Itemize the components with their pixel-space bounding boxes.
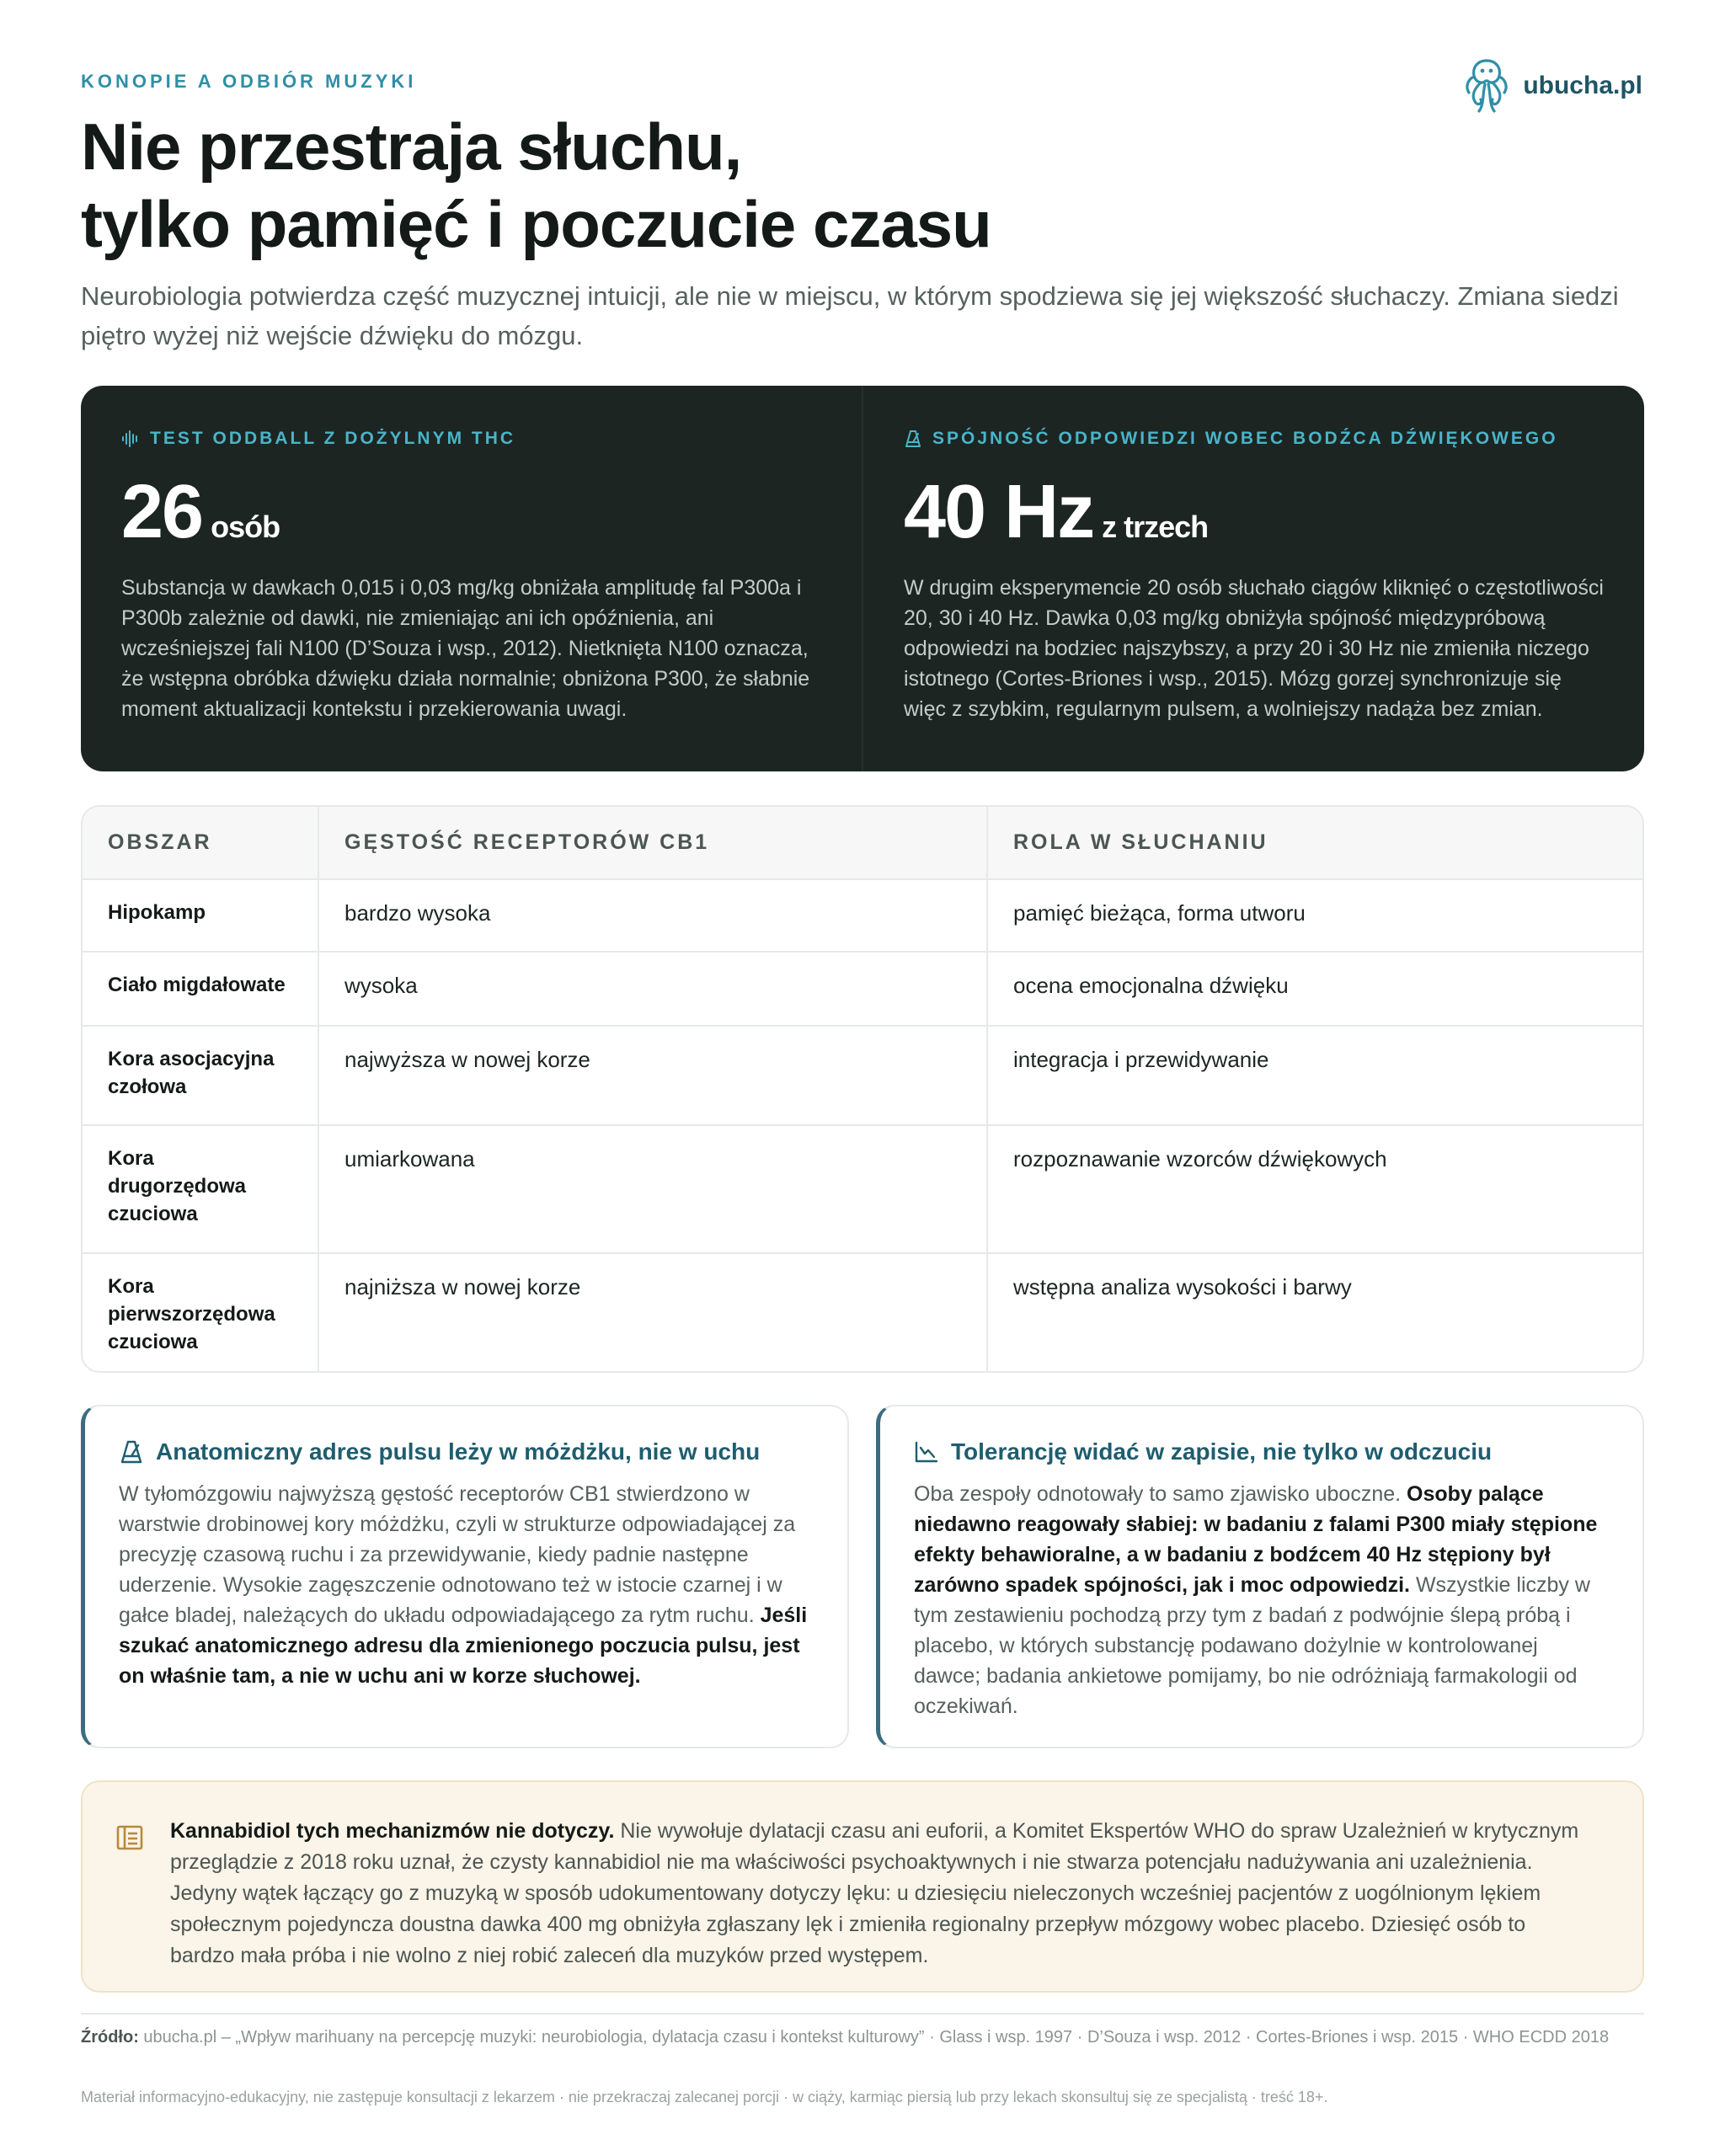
card-bold-text: Jeśli szukać anatomicznego adresu dla zmienionego poczucia pulsu, jest on właśnie tam, a nie w uchu ani w korze słuchowej.	[119, 1604, 808, 1688]
table-row	[83, 879, 1642, 952]
stat-description: Substancja w dawkach 0,015 i 0,03 mg/kg obniżała amplitudę fal P300a i P300b zależnie od dawki, nie zmieniając ani ich opóźnienia, ani wcześniejszej fali N100 (D’Souza i wsp., 2012). Nietknięta N100 oznacza, że wstępna obróbka dźwięku działa normalnie; obniżona P300, że słabnie moment aktualizacji kontekstu i przekierowania uwagi.	[121, 576, 810, 721]
cell-role: pamięć bieżąca, forma utworu	[987, 879, 1642, 952]
card-title-text: Anatomiczny adres pulsu leży w móżdżku, nie w uchu	[156, 1438, 761, 1465]
stat-unit: z trzech	[1102, 510, 1209, 544]
cell-density: bardzo wysoka	[318, 879, 987, 952]
stat-label-text: SPÓJNOŚĆ ODPOWIEDZI WOBEC BODŹCA DŹWIĘKOWEGO	[932, 429, 1558, 448]
table-header-row	[83, 807, 1642, 879]
card-title	[914, 1435, 1605, 1469]
cell-area: Hipokamp	[83, 879, 318, 952]
cell-density: najwyższa w nowej korze	[318, 1026, 987, 1125]
footer-divider	[81, 2013, 1644, 2015]
table-row	[83, 1125, 1642, 1253]
cbd-note	[81, 1780, 1644, 1993]
source-text: ubucha.pl – „Wpływ marihuany na percepcję muzyki: neurobiologia, dylatacja czasu i kontekst kulturowy” · Glass i wsp. 1997 · D’Souza i wsp. 2012 · Cortes-Briones i wsp. 2015 · WHO ECDD 2018	[138, 2028, 1610, 2047]
table-row	[83, 1253, 1642, 1373]
stat-oddball	[81, 386, 862, 771]
note-bold-text: Kannabidiol tych mechanizmów nie dotyczy.	[170, 1819, 615, 1843]
note-body: Nie wywołuje dylatacji czasu ani euforii, a Komitet Ekspertów WHO do spraw Uzależnień w krytycznym przeglądzie z 2018 roku uznał, że czysty kannabidiol nie ma właściwości psychoaktywnych i nie stwarza potencjału nadużywania ani uzależnienia. Jedyny wątek łączący go z muzyką w sposób udokumentowany dotyczy lęku: u dziesięciu nieleczonych wcześniej pacjentów z uogólnionym lękiem społecznym pojedyncza doustna dawka 400 mg obniżyła zgłaszany lęk i zmieniła regionalny przepływ mózgowy wobec placebo. Dziesięć osób to bardzo mała próba i nie wolno z niej robić zaleceń dla muzyków przed występem.	[170, 1819, 1579, 1967]
cell-area: Kora drugorzędowa czuciowa	[83, 1125, 318, 1253]
cell-role: rozpoznawanie wzorców dźwiękowych	[987, 1125, 1642, 1253]
stat-coherence	[862, 386, 1644, 771]
card-cerebellum	[81, 1405, 849, 1748]
stat-value: 40 Hz	[904, 470, 1094, 554]
card-body	[119, 1479, 810, 1691]
metronome-icon	[119, 1439, 144, 1465]
source-line	[81, 2025, 1648, 2050]
kicker: KONOPIE A ODBIÓR MUZYKI	[81, 71, 417, 92]
lede: Neurobiologia potwierdza część muzycznej intuicji, ale nie w miejscu, w którym spodziewa się jej większość słuchaczy. Zmiana siedzi piętro wyżej niż wejście dźwięku do mózgu.	[81, 281, 1619, 350]
column-header: OBSZAR	[83, 807, 318, 879]
source-label: Źródło:	[81, 2028, 139, 2047]
card-text: Wszystkie liczby w tym zestawieniu pochodzą przy tym z badań z podwójnie ślepą próbą i placebo, w których substancję podawano dożylnie w kontrolowanej dawce; badania ankietowe pomijamy, bo nie odróżniają farmakologii od oczekiwań.	[914, 1573, 1590, 1718]
card-bold-text: Osoby palące niedawno reagowały słabiej: w badaniu z falami P300 miały stępione efekty behawioralne, a w badaniu z bodźcem 40 Hz stępiony był zarówno spadek spójności, jak i moc odpowiedzi.	[914, 1482, 1598, 1597]
stat-value-row	[904, 470, 1604, 554]
stat-unit: osób	[211, 510, 280, 544]
stat-value: 26	[121, 470, 203, 554]
note-text	[170, 1816, 1595, 1972]
table-row	[83, 1026, 1642, 1125]
cell-density: najniższa w nowej korze	[318, 1253, 987, 1373]
table-row	[83, 952, 1642, 1026]
card-text: W tyłomózgowiu najwyższą gęstość receptorów CB1 stwierdzono w warstwie drobinowej kory móżdżku, czyli w strukturze odpowiadającej za precyzję czasową ruchu i za przewidywanie, kiedy padnie następne uderzenie. Wysokie zagęszczenie odnotowano też w istocie czarnej i w gałce bladej, należących do układu odpowiadającego za rytm ruchu.	[119, 1482, 796, 1627]
cell-density: umiarkowana	[318, 1125, 987, 1253]
stat-description: W drugim eksperymencie 20 osób słuchało ciągów kliknięć o częstotliwości 20, 30 i 40 Hz. Dawka 0,03 mg/kg obniżyła spójność międzypróbową odpowiedzi na bodziec najszybszy, a przy 20 i 30 Hz nie zmieniła niczego istotnego (Cortes-Briones i wsp., 2015). Mózg gorzej synchronizuje się więc z szybkim, regularnym pulsem, a wolniejszy nadąża bez zmian.	[904, 576, 1604, 721]
stat-value-row	[121, 470, 821, 554]
waveform-icon	[121, 430, 140, 448]
octopus-logo-icon	[1462, 56, 1511, 116]
column-header: GĘSTOŚĆ RECEPTORÓW CB1	[318, 807, 987, 879]
brand-name: ubucha.pl	[1523, 72, 1642, 99]
cell-role: ocena emocjonalna dźwięku	[987, 952, 1642, 1026]
cell-area: Kora pierwszorzędowa czuciowa	[108, 1275, 275, 1353]
document-icon	[115, 1822, 145, 1853]
cell-role: wstępna analiza wysokości i barwy	[987, 1253, 1642, 1373]
cb1-table	[81, 805, 1644, 1373]
cell-role: integracja i przewidywanie	[987, 1026, 1642, 1125]
title-line-2: tylko pamięć i poczucie czasu	[81, 187, 991, 261]
stat-label	[121, 426, 821, 451]
chart-down-icon	[914, 1439, 939, 1465]
stat-label	[904, 426, 1604, 451]
cell-area: Kora asocjacyjna czołowa	[83, 1026, 318, 1125]
disclaimer: Materiał informacyjno-edukacyjny, nie zastępuje konsultacji z lekarzem · nie przekraczaj zalecanej porcji · w ciąży, karmiąc piersią lub przy lekach skonsultuj się ze specjalistą · treść 18+.	[81, 2089, 1328, 2105]
column-header: ROLA W SŁUCHANIU	[987, 807, 1642, 879]
cell-area: Ciało migdałowate	[83, 952, 318, 1026]
metronome-icon	[904, 430, 922, 448]
card-body	[914, 1479, 1605, 1721]
card-tolerance	[876, 1405, 1644, 1748]
stats-panel	[81, 386, 1644, 771]
brand-logo[interactable]	[1462, 56, 1642, 116]
stat-label-text: TEST ODDBALL Z DOŻYLNYM THC	[150, 429, 516, 448]
card-text: Oba zespoły odnotowały to samo zjawisko uboczne.	[914, 1482, 1407, 1506]
cell-density: wysoka	[318, 952, 987, 1026]
title-line-1: Nie przestraja słuchu,	[81, 109, 742, 184]
card-title-text: Tolerancję widać w zapisie, nie tylko w odczuciu	[951, 1438, 1493, 1465]
page-title	[81, 108, 991, 263]
card-title	[119, 1435, 810, 1469]
